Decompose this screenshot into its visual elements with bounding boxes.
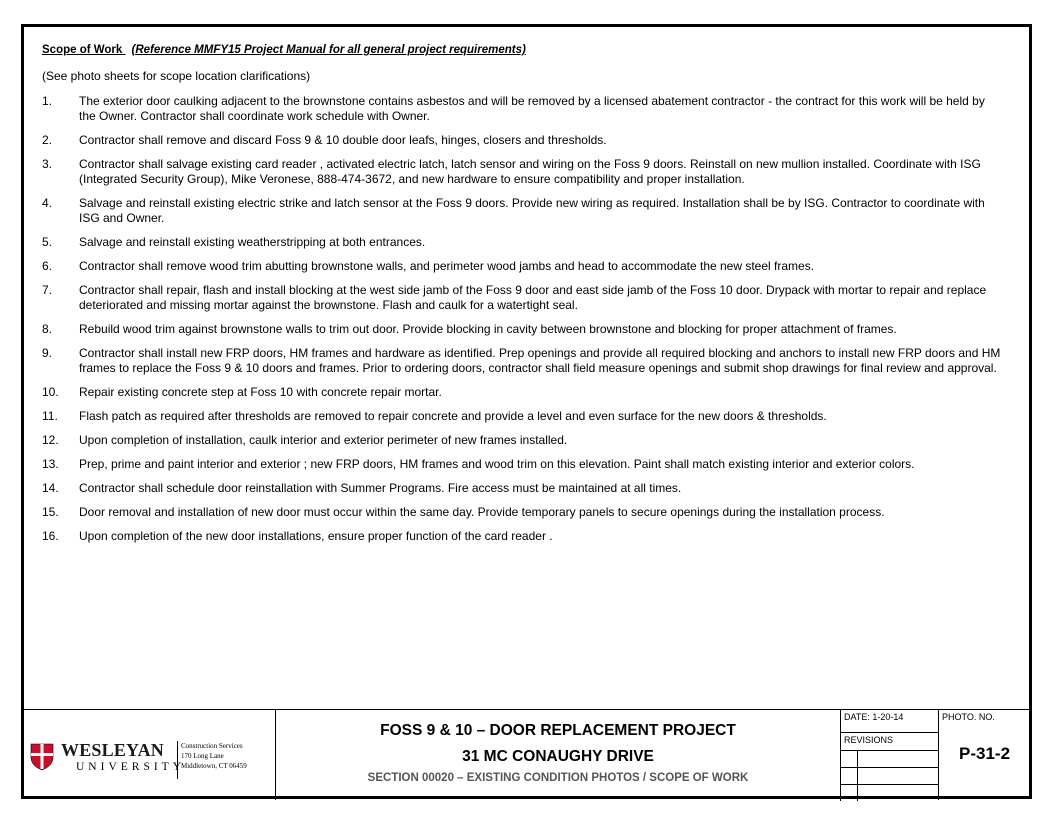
revision-column-line [857,751,858,801]
date-field: DATE: 1-20-14 [840,710,938,732]
scope-item-text: The exterior door caulking adjacent to the brownstone contains asbestos and will be removed by a licensed abatement contractor - the contract for this work will be held by the Owner. Contractor shall coordinate work schedule with Owner. [79,94,985,123]
project-title-panel [276,710,840,800]
scope-item [42,409,1002,424]
scope-item-number: 14. [42,481,59,495]
scope-item-text: Rebuild wood trim against brownstone walls to trim out door. Provide blocking in cavity between brownstone and blocking for proper attachment of frames. [79,322,897,336]
scope-item-number: 4. [42,196,53,210]
scope-item [42,235,1002,250]
scope-note: (See photo sheets for scope location clarifications) [42,69,311,83]
scope-item-text: Repair existing concrete step at Foss 10 with concrete repair mortar. [79,385,442,399]
revision-row-line [841,767,939,768]
logo-panel [24,710,276,800]
scope-item [42,433,1002,448]
scope-item-number: 1. [42,94,53,108]
scope-item-number: 6. [42,259,53,273]
scope-of-work [42,43,1002,553]
scope-heading-title: Scope of Work [42,44,123,56]
scope-items-list [42,94,1002,544]
scope-item [42,481,1002,496]
scope-item-text: Salvage and reinstall existing electric strike and latch sensor at the Foss 9 doors. Provide new wiring as required. Installation shall be by ISG. Contractor to coordinate with ISG and Owner. [79,196,985,225]
revisions-label: REVISIONS [840,732,938,750]
scope-item [42,196,1002,226]
scope-item [42,505,1002,520]
scope-item-text: Contractor shall salvage existing card reader , activated electric latch, latch sensor and wiring on the Foss 9 doors. Reinstall on new mullion installed. Coordinate with ISG (Integrated Security Group), Mike Veronese, 888-474-3672, and new hardware to ensure compatibility and proper installation. [79,157,981,186]
title-block [24,709,1029,800]
scope-item-text: Door removal and installation of new door must occur within the same day. Provide temporary panels to secure openings during the installation process. [79,505,885,519]
scope-item-text: Contractor shall remove and discard Foss 9 & 10 double door leafs, hinges, closers and thresholds. [79,133,607,147]
scope-item [42,346,1002,376]
logo-name: WESLEYAN [61,740,164,760]
scope-item [42,133,1002,148]
scope-item-text: Flash patch as required after thresholds are removed to repair concrete and provide a level and even surface for the new doors & thresholds. [79,409,827,423]
drawing-sheet [21,24,1032,799]
scope-item-number: 5. [42,235,53,249]
department-address [177,741,247,779]
photo-number-cell [938,710,1029,800]
scope-item-text: Upon completion of installation, caulk interior and exterior perimeter of new frames installed. [79,433,568,447]
revisions-grid [840,750,939,801]
scope-item [42,94,1002,124]
scope-item [42,283,1002,313]
scope-item-text: Contractor shall repair, flash and install blocking at the west side jamb of the Foss 9 door and east side jamb of the Foss 10 door. Drypack with mortar to repair and replace deteriorated and missing mortar against the brownstone. Flash and caulk for a watertight seal. [79,283,987,312]
revision-row-line [841,784,939,785]
scope-item-text: Prep, prime and paint interior and exterior ; new FRP doors, HM frames and wood trim on this elevation. Paint shall match existing interior and exterior colors. [79,457,915,471]
university-shield-icon [30,743,54,771]
address-line-1: 170 Long Lane [181,752,224,760]
scope-item [42,322,1002,337]
scope-item [42,259,1002,274]
scope-reference: (Reference MMFY15 Project Manual for all general project requirements) [131,44,526,56]
scope-item [42,529,1002,544]
scope-item-text: Upon completion of the new door installations, ensure proper function of the card reader . [79,529,553,543]
photo-number-label: PHOTO. NO. [942,712,995,722]
scope-item-number: 12. [42,433,59,447]
scope-item [42,385,1002,400]
sheet-number: P-31-2 [959,744,1011,763]
scope-item-number: 15. [42,505,59,519]
scope-item [42,457,1002,472]
sheet-info-panel [840,710,1029,800]
scope-item-number: 8. [42,322,53,336]
scope-item-number: 3. [42,157,53,171]
scope-item-text: Contractor shall install new FRP doors, HM frames and hardware as identified. Prep openings and provide all required blocking and anchors to install new FRP doors and HM frames to replace the Foss 9 & 10 doors and frames. Prior to ordering doors, contractor shall field measure openings and submit shop drawings for final review and approval. [79,346,1001,375]
address-line-2: Middletown, CT 06459 [181,762,247,770]
project-address: 31 MC CONAUGHY DRIVE [462,748,654,765]
scope-item-number: 7. [42,283,53,297]
scope-item-text: Contractor shall schedule door reinstallation with Summer Programs. Fire access must be maintained at all times. [79,481,682,495]
scope-item-number: 11. [42,409,58,423]
scope-item-number: 13. [42,457,59,471]
scope-item [42,157,1002,187]
project-title: FOSS 9 & 10 – DOOR REPLACEMENT PROJECT [380,722,736,739]
scope-heading [42,43,1002,58]
department-name: Construction Services [181,742,243,750]
scope-item-text: Contractor shall remove wood trim abutting brownstone walls, and perimeter wood jambs and head to accommodate the new steel frames. [79,259,815,273]
scope-item-text: Salvage and reinstall existing weatherstripping at both entrances. [79,235,426,249]
scope-item-number: 9. [42,346,53,360]
scope-item-number: 10. [42,385,59,399]
scope-item-number: 16. [42,529,59,543]
logo-subtitle: UNIVERSITY [76,761,185,773]
section-title: SECTION 00020 – EXISTING CONDITION PHOTOS / SCOPE OF WORK [367,772,749,784]
scope-item-number: 2. [42,133,53,147]
